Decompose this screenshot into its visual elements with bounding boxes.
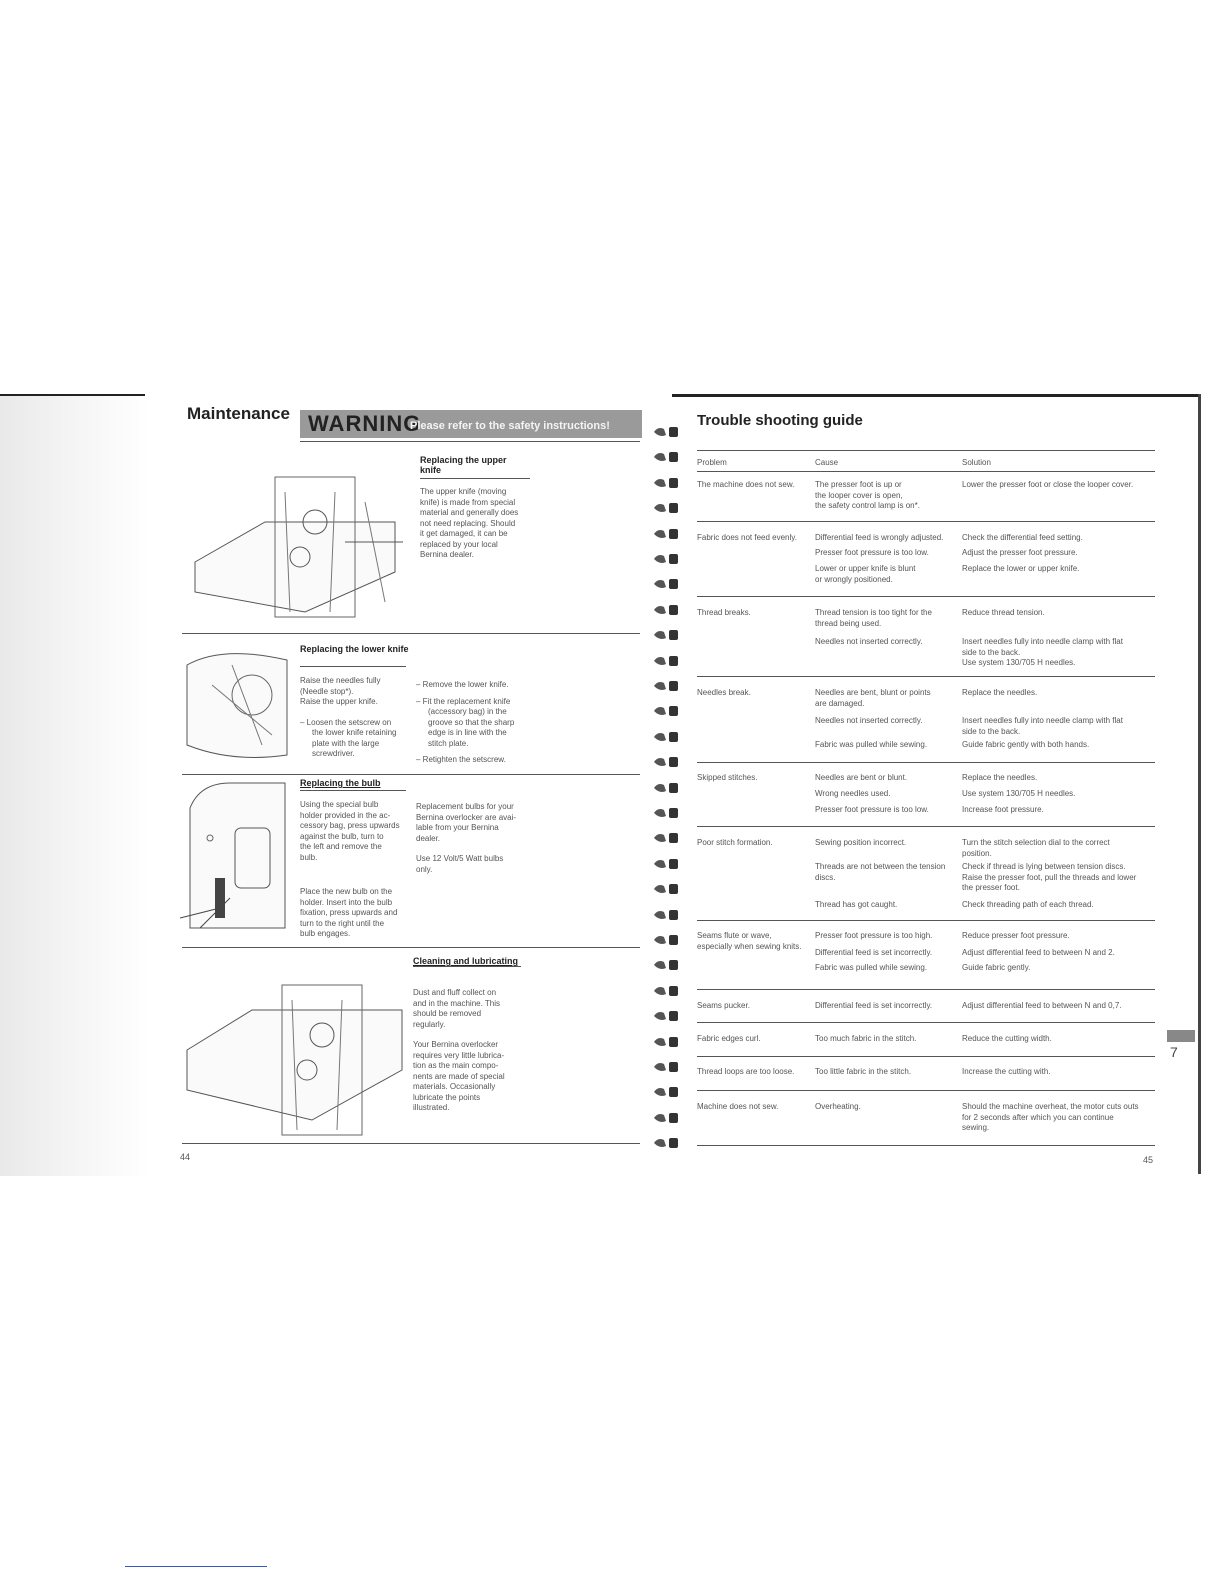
- text-line: Place the new bulb on the: [300, 887, 393, 896]
- divider: [697, 450, 1155, 451]
- divider: [182, 947, 640, 948]
- cause-cell: Wrong needles used.: [815, 789, 891, 798]
- cause-cell: Needles are bent or blunt.: [815, 773, 908, 782]
- spiral-ring: [652, 831, 682, 845]
- row-divider: [697, 989, 1155, 990]
- problem-cell: Fabric does not feed evenly.: [697, 533, 797, 542]
- row-divider: [697, 1145, 1155, 1146]
- spiral-ring: [652, 577, 682, 591]
- text-line: requires very little lubrica-: [413, 1050, 505, 1060]
- upper-knife-text: [420, 487, 550, 561]
- text-line: Bernina dealer.: [420, 550, 474, 559]
- text-line: (accessory bag) in the: [428, 707, 507, 716]
- text-line: not need replacing. Should: [420, 518, 516, 528]
- cause-cell: The presser foot is up or the looper cover is open, the safety control lamp is on*.: [815, 480, 920, 510]
- text-line: nents are made of special: [413, 1071, 505, 1081]
- solution-cell: Adjust differential feed to between N and 2.: [962, 948, 1115, 957]
- divider: [182, 774, 640, 775]
- solution-cell: Reduce presser foot pressure.: [962, 931, 1070, 940]
- spacer: [300, 708, 415, 718]
- text-line: against the bulb, turn to: [300, 831, 384, 841]
- solution-cell: Use system 130/705 H needles.: [962, 789, 1076, 798]
- solution-cell: Turn the stitch selection dial to the correct position.: [962, 838, 1110, 858]
- spiral-ring: [652, 425, 682, 439]
- header-problem: Problem: [697, 458, 727, 467]
- text-line: dealer.: [416, 833, 441, 843]
- row-divider: [697, 1022, 1155, 1023]
- spiral-ring: [652, 984, 682, 998]
- text-line: holder. Insert into the bulb: [300, 897, 393, 907]
- text-line: lable from your Bernina: [416, 823, 499, 832]
- heading-text: Cleaning and lubricating: [413, 956, 519, 966]
- cleaning-illustration: [182, 980, 407, 1140]
- problem-cell: Needles break.: [697, 688, 751, 697]
- divider: [300, 790, 406, 791]
- text-line: Dust and fluff collect on: [413, 988, 497, 997]
- text-line: the left and remove the: [300, 842, 382, 851]
- spiral-ring: [652, 1035, 682, 1049]
- text-line: plate with the large: [312, 738, 380, 748]
- warning-text: Please refer to the safety instructions!: [410, 420, 610, 432]
- text-line: illustrated.: [413, 1103, 450, 1112]
- heading-text: Replacing the bulb: [300, 778, 381, 788]
- cause-cell: Needles not inserted correctly.: [815, 716, 923, 725]
- section-heading-bulb: [300, 778, 381, 788]
- scan-edge-line: [0, 394, 145, 396]
- page-title: Maintenance: [187, 404, 290, 423]
- solution-cell: Should the machine overheat, the motor cuts outs for 2 seconds after which you can continue sewing.: [962, 1102, 1139, 1132]
- spiral-ring: [652, 1111, 682, 1125]
- page-top-edge: [672, 394, 1200, 397]
- divider: [413, 966, 521, 967]
- spiral-ring: [652, 857, 682, 871]
- cause-cell: Fabric was pulled while sewing.: [815, 963, 928, 972]
- chapter-number: 7: [1170, 1044, 1178, 1060]
- cause-cell: Fabric was pulled while sewing.: [815, 740, 928, 749]
- divider: [420, 478, 530, 479]
- solution-cell: Guide fabric gently.: [962, 963, 1031, 972]
- text-line: – Loosen the setscrew on: [300, 717, 392, 727]
- divider: [697, 471, 1155, 472]
- text-line: should be removed: [413, 1009, 482, 1018]
- solution-cell: Adjust differential feed to between N and 0,7.: [962, 1001, 1122, 1010]
- spiral-ring: [652, 476, 682, 490]
- text-line: Use 12 Volt/5 Watt bulbs: [416, 854, 504, 863]
- problem-cell: Fabric edges curl.: [697, 1034, 761, 1043]
- text-line: – Remove the lower knife.: [416, 680, 509, 689]
- cause-cell: Thread has got caught.: [815, 900, 898, 909]
- cause-cell: Differential feed is set incorrectly.: [815, 948, 933, 957]
- spiral-ring: [652, 908, 682, 922]
- cause-cell: Presser foot pressure is too high.: [815, 931, 933, 940]
- cause-cell: Differential feed is set incorrectly.: [815, 1001, 933, 1010]
- spiral-ring: [652, 654, 682, 668]
- row-divider: [697, 676, 1155, 677]
- header-solution: Solution: [962, 458, 991, 467]
- lower-knife-text-col2: [416, 680, 536, 766]
- spiral-ring: [652, 1060, 682, 1074]
- spiral-ring: [652, 933, 682, 947]
- chapter-tab-marker: [1167, 1030, 1195, 1042]
- cleaning-text: [413, 988, 543, 1114]
- page-right-edge: [1198, 394, 1201, 1174]
- problem-cell: The machine does not sew.: [697, 480, 795, 489]
- spiral-ring: [652, 1136, 682, 1150]
- text-line: bulb.: [300, 852, 318, 862]
- spiral-ring: [652, 806, 682, 820]
- lower-knife-text-col1: [300, 676, 415, 760]
- text-line: lubricate the points: [413, 1092, 481, 1102]
- solution-cell: Check the differential feed setting.: [962, 533, 1083, 542]
- problem-cell: Seams flute or wave, especially when sewing knits.: [697, 931, 802, 951]
- solution-cell: Adjust the presser foot pressure.: [962, 548, 1078, 557]
- section-heading-cleaning: [413, 956, 518, 966]
- header-cause: Cause: [815, 458, 839, 467]
- solution-cell: Replace the lower or upper knife.: [962, 564, 1080, 573]
- spiral-ring: [652, 755, 682, 769]
- solution-cell: Check threading path of each thread.: [962, 900, 1094, 909]
- cause-cell: Thread tension is too tight for the thread being used.: [815, 608, 932, 628]
- spiral-ring: [652, 679, 682, 693]
- spiral-ring: [652, 1085, 682, 1099]
- spiral-ring: [652, 628, 682, 642]
- spiral-ring: [652, 730, 682, 744]
- cause-cell: Differential feed is wrongly adjusted.: [815, 533, 944, 542]
- divider: [182, 633, 640, 634]
- upper-knife-illustration: [185, 462, 405, 627]
- divider: [300, 666, 406, 667]
- problem-cell: Thread breaks.: [697, 608, 751, 617]
- scan-shadow: [0, 396, 150, 1176]
- cause-cell: Sewing position incorrect.: [815, 838, 907, 847]
- row-divider: [697, 1090, 1155, 1091]
- problem-cell: Thread loops are too loose.: [697, 1067, 795, 1076]
- problem-cell: Seams pucker.: [697, 1001, 750, 1010]
- text-line: replaced by your local: [420, 539, 498, 549]
- cause-cell: Too much fabric in the stitch.: [815, 1034, 917, 1043]
- text-line: Using the special bulb: [300, 800, 379, 809]
- cause-cell: Needles not inserted correctly.: [815, 637, 923, 646]
- page-title-right: Trouble shooting guide: [697, 412, 863, 429]
- solution-cell: Guide fabric gently with both hands.: [962, 740, 1090, 749]
- solution-cell: Reduce the cutting width.: [962, 1034, 1052, 1043]
- spiral-ring: [652, 958, 682, 972]
- text-line: only.: [416, 864, 433, 874]
- text-line: stitch plate.: [428, 738, 469, 748]
- cause-cell: Presser foot pressure is too low.: [815, 548, 929, 557]
- spiral-ring: [652, 603, 682, 617]
- text-line: screwdriver.: [312, 749, 355, 758]
- text-line: materials. Occasionally: [413, 1082, 496, 1091]
- row-divider: [697, 1056, 1155, 1057]
- divider: [182, 1143, 640, 1144]
- text-line: the lower knife retaining: [312, 728, 397, 737]
- row-divider: [697, 596, 1155, 597]
- cause-cell: Too little fabric in the stitch.: [815, 1067, 912, 1076]
- bulb-text-col1: [300, 800, 415, 940]
- cause-cell: Threads are not between the tension discs.: [815, 862, 946, 882]
- solution-cell: Increase the cutting with.: [962, 1067, 1051, 1076]
- spiral-ring: [652, 781, 682, 795]
- problem-cell: Poor stitch formation.: [697, 838, 773, 847]
- problem-cell: Machine does not sew.: [697, 1102, 779, 1111]
- problem-cell: Skipped stitches.: [697, 773, 758, 782]
- spacer: [416, 844, 536, 854]
- text-line: groove so that the sharp: [428, 717, 515, 727]
- spiral-ring: [652, 527, 682, 541]
- footer-underline: [125, 1566, 267, 1567]
- text-line: – Retighten the setscrew.: [416, 755, 506, 764]
- spiral-ring: [652, 450, 682, 464]
- cause-cell: Needles are bent, blunt or points are damaged.: [815, 688, 931, 708]
- row-divider: [697, 521, 1155, 522]
- row-divider: [697, 920, 1155, 921]
- text-line: The upper knife (moving: [420, 487, 507, 496]
- text-line: it get damaged, it can be: [420, 529, 508, 538]
- text-line: Replacement bulbs for your: [416, 802, 514, 811]
- solution-cell: Increase foot pressure.: [962, 805, 1044, 814]
- cause-cell: Overheating.: [815, 1102, 861, 1111]
- text-line: fixation, press upwards and: [300, 908, 398, 917]
- solution-cell: Lower the presser foot or close the looper cover.: [962, 480, 1134, 489]
- spiral-ring: [652, 501, 682, 515]
- text-line: Raise the needles fully: [300, 676, 381, 685]
- text-line: knife) is made from special: [420, 497, 516, 507]
- text-line: holder provided in the ac-: [300, 810, 391, 820]
- text-line: bulb engages.: [300, 929, 351, 938]
- text-line: edge is in line with the: [428, 728, 507, 737]
- bulb-text-col2: [416, 802, 536, 875]
- text-line: – Fit the replacement knife: [416, 696, 511, 706]
- solution-cell: Check if thread is lying between tension discs. Raise the presser foot, pull the threads and lower the presser foot.: [962, 862, 1137, 892]
- spiral-ring: [652, 882, 682, 896]
- solution-cell: Insert needles fully into needle clamp with flat side to the back. Use system 130/705 H needles.: [962, 637, 1123, 667]
- text-line: and in the machine. This: [413, 998, 501, 1008]
- section-heading-lower-knife: Replacing the lower knife: [300, 644, 409, 654]
- page-number-left: 44: [180, 1152, 191, 1162]
- spiral-ring: [652, 552, 682, 566]
- text-line: regularly.: [413, 1019, 446, 1029]
- spiral-ring: [652, 704, 682, 718]
- solution-cell: Replace the needles.: [962, 688, 1038, 697]
- cause-cell: Presser foot pressure is too low.: [815, 805, 929, 814]
- cause-cell: Lower or upper knife is blunt or wrongly positioned.: [815, 564, 916, 584]
- solution-cell: Insert needles fully into needle clamp with flat side to the back.: [962, 716, 1123, 736]
- page-number-right: 45: [1143, 1155, 1154, 1165]
- spacer: [300, 863, 415, 887]
- text-line: turn to the right until the: [300, 918, 385, 928]
- text-line: Bernina overlocker are avai-: [416, 812, 517, 822]
- text-line: cessory bag, press upwards: [300, 821, 400, 830]
- row-divider: [697, 762, 1155, 763]
- bulb-illustration: [180, 778, 290, 943]
- solution-cell: Replace the needles.: [962, 773, 1038, 782]
- row-divider: [697, 826, 1155, 827]
- text-line: material and generally does: [420, 508, 519, 517]
- spacer: [413, 1030, 543, 1040]
- lower-knife-illustration: [182, 645, 294, 763]
- divider: [300, 441, 640, 442]
- section-heading-upper-knife: Replacing the upper knife: [420, 455, 507, 475]
- warning-label: WARNING: [308, 411, 422, 436]
- spiral-ring: [652, 1009, 682, 1023]
- text-line: Your Bernina overlocker: [413, 1040, 499, 1049]
- text-line: (Needle stop*).: [300, 686, 354, 696]
- text-line: Raise the upper knife.: [300, 697, 378, 706]
- solution-cell: Reduce thread tension.: [962, 608, 1045, 617]
- text-line: tion as the main compo-: [413, 1061, 499, 1070]
